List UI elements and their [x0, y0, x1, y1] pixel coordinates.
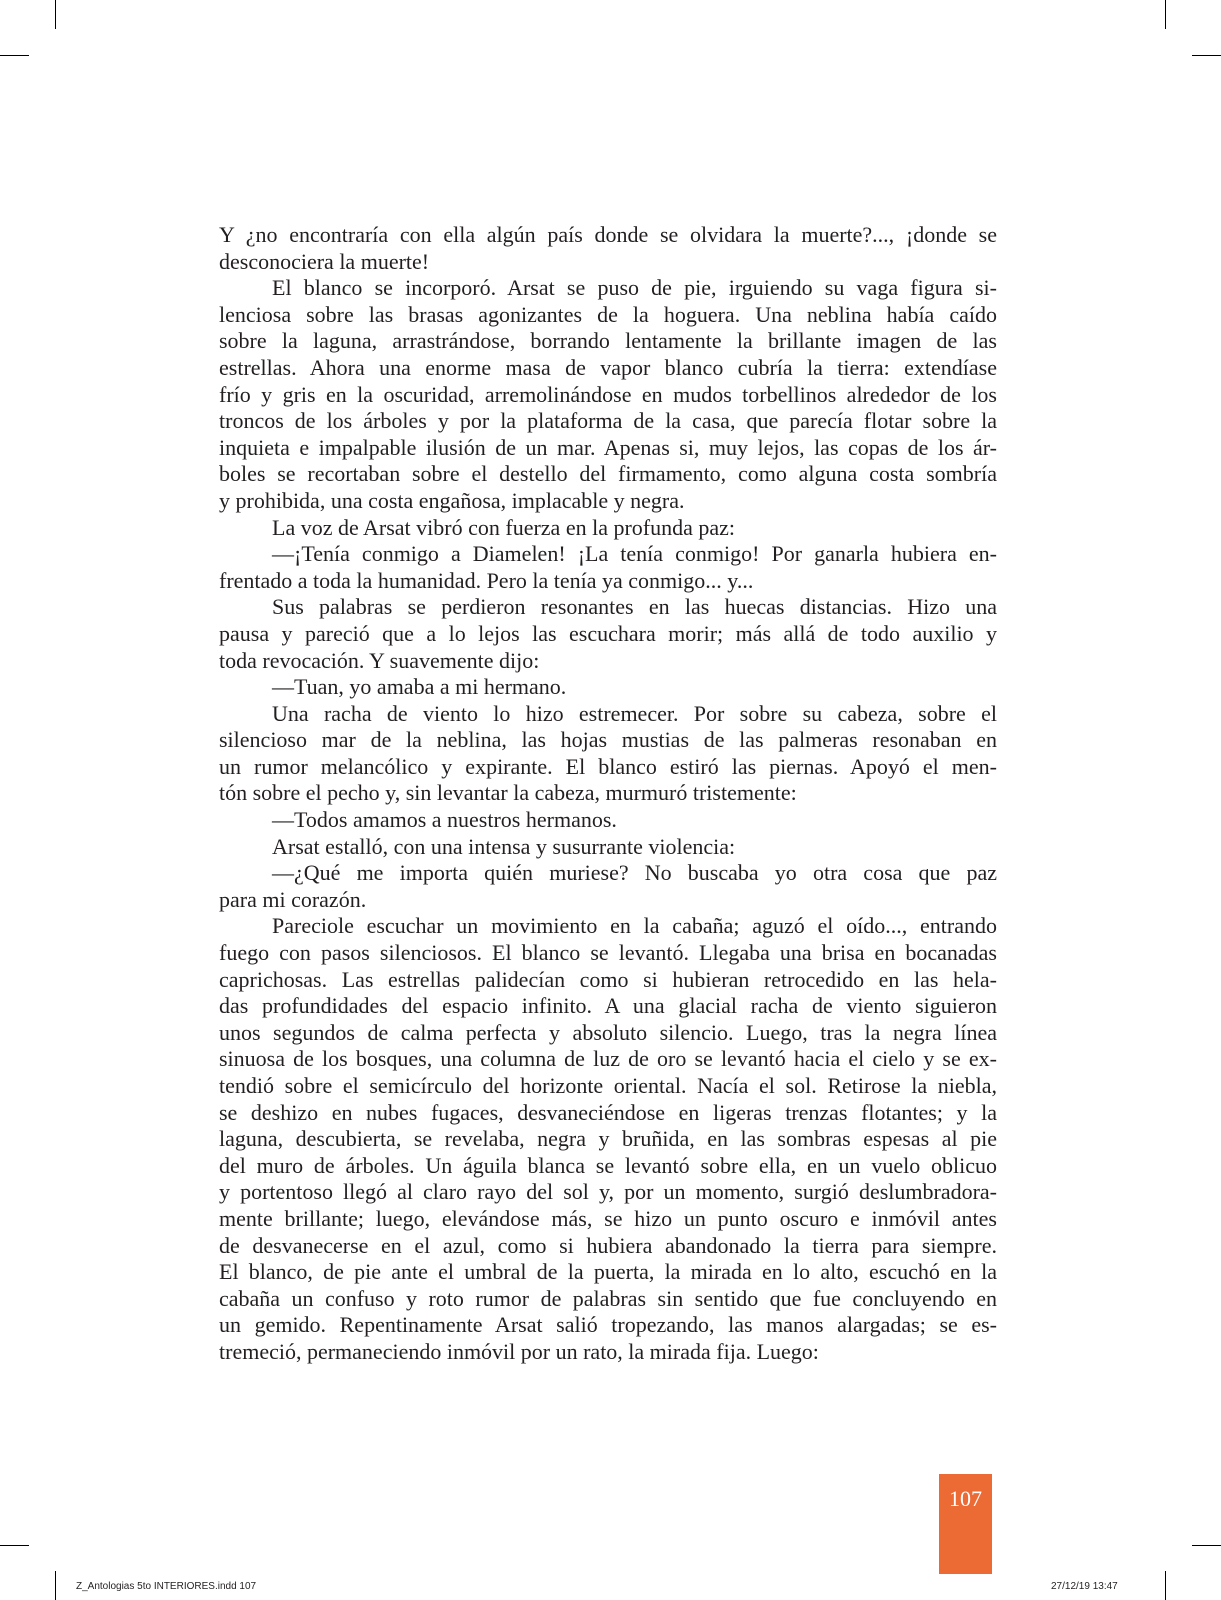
text-line: pausa y pareció que a lo lejos las escuchara morir; más allá de todo auxilio y	[219, 620, 997, 646]
text-line: se deshizo en nubes fugaces, desvaneciéndose en ligeras trenzas flotantes; y la	[219, 1099, 997, 1125]
text-line: un rumor melancólico y expirante. El blanco estiró las piernas. Apoyó el men-	[219, 753, 997, 779]
text-line: El blanco, de pie ante el umbral de la puerta, la mirada en lo alto, escuchó en la	[219, 1259, 997, 1285]
text-line: estrellas. Ahora una enorme masa de vapor blanco cubría la tierra: extendíase	[219, 354, 997, 380]
text-line: —Todos amamos a nuestros hermanos.	[272, 807, 617, 833]
crop-mark-bottom-left-horizontal	[0, 1545, 29, 1546]
text-line: —¡Tenía conmigo a Diamelen! ¡La tenía conmigo! Por ganarla hubiera en-	[272, 541, 997, 567]
text-line: caprichosas. Las estrellas palidecían como si hubieran retrocedido en las hela-	[219, 966, 997, 992]
text-line: La voz de Arsat vibró con fuerza en la profunda paz:	[272, 514, 736, 540]
crop-mark-top-left	[55, 0, 56, 29]
crop-mark-top-right	[1165, 0, 1166, 29]
text-line: desconociera la muerte!	[219, 248, 430, 274]
body-text	[219, 222, 997, 1366]
text-line: tendió sobre el semicírculo del horizonte oriental. Nacía el sol. Retirose la niebla,	[219, 1073, 997, 1098]
text-line: cabaña un confuso y roto rumor de palabras sin sentido que fue concluyendo en	[219, 1285, 997, 1311]
text-line: El blanco se incorporó. Arsat se puso de pie, irguiendo su vaga figura si-	[272, 275, 997, 301]
text-line: —¿Qué me importa quién muriese? No buscaba yo otra cosa que paz	[272, 860, 997, 886]
slug-filename: Z_Antologias 5to INTERIORES.indd 107	[76, 1581, 257, 1592]
page-number-tab	[939, 1474, 992, 1574]
text-line: boles se recortaban sobre el destello del firmamento, como alguna costa sombría	[219, 461, 997, 487]
text-line: y prohibida, una costa engañosa, implacable y negra.	[219, 487, 685, 513]
slug-date: 27/12/19 13:47	[1051, 1581, 1118, 1592]
text-line: toda revocación. Y suavemente dijo:	[219, 647, 540, 673]
text-line: sinuosa de los bosques, una columna de luz de oro se levantó hacia el cielo y se ex-	[219, 1046, 997, 1072]
text-line: de desvanecerse en el azul, como si hubiera abandonado la tierra para siempre.	[219, 1232, 997, 1258]
crop-mark-top-left-horizontal	[0, 55, 29, 56]
text-line: tremeció, permaneciendo inmóvil por un rato, la mirada fija. Luego:	[219, 1338, 819, 1364]
text-line: troncos de los árboles y por la plataforma de la casa, que parecía flotar sobre la	[219, 408, 997, 434]
crop-mark-bottom-left	[55, 1571, 56, 1600]
text-line: frío y gris en la oscuridad, arremolinándose en mudos torbellinos alrededor de los	[219, 381, 997, 407]
text-line: silencioso mar de la neblina, las hojas mustias de las palmeras resonaban en	[219, 727, 997, 753]
text-line: Una racha de viento lo hizo estremecer. Por sobre su cabeza, sobre el	[272, 700, 997, 726]
text-line: tón sobre el pecho y, sin levantar la cabeza, murmuró tristemente:	[219, 780, 797, 806]
text-line: frentado a toda la humanidad. Pero la tenía ya conmigo... y...	[219, 567, 754, 593]
text-line: mente brillante; luego, elevándose más, se hizo un punto oscuro e inmóvil antes	[219, 1205, 997, 1231]
text-line: y portentoso llegó al claro rayo del sol y, por un momento, surgió deslumbradora-	[219, 1179, 997, 1205]
text-line: lenciosa sobre las brasas agonizantes de la hoguera. Una neblina había caído	[219, 301, 997, 327]
text-line: sobre la laguna, arrastrándose, borrando lentamente la brillante imagen de las	[219, 328, 997, 354]
text-line: Arsat estalló, con una intensa y susurrante violencia:	[272, 833, 736, 859]
text-line: Pareciole escuchar un movimiento en la cabaña; aguzó el oído..., entrando	[272, 913, 997, 939]
text-line: para mi corazón.	[219, 886, 367, 912]
text-line: inquieta e impalpable ilusión de un mar. Apenas si, muy lejos, las copas de los ár-	[219, 434, 997, 460]
text-line: unos segundos de calma perfecta y absoluto silencio. Luego, tras la negra línea	[219, 1019, 997, 1045]
crop-mark-top-right-horizontal	[1192, 55, 1221, 56]
text-line: Y ¿no encontraría con ella algún país donde se olvidara la muerte?..., ¡donde se	[219, 222, 997, 247]
text-line: del muro de árboles. Un águila blanca se levantó sobre ella, en un vuelo oblicuo	[219, 1152, 997, 1178]
text-line: Sus palabras se perdieron resonantes en las huecas distancias. Hizo una	[272, 594, 997, 620]
crop-mark-bottom-right	[1165, 1571, 1166, 1600]
crop-mark-bottom-right-horizontal	[1192, 1545, 1221, 1546]
page-number: 107	[949, 1486, 982, 1511]
text-line: un gemido. Repentinamente Arsat salió tropezando, las manos alargadas; se es-	[219, 1312, 997, 1338]
text-line: fuego con pasos silenciosos. El blanco se levantó. Llegaba una brisa en bocanadas	[219, 940, 997, 966]
text-line: das profundidades del espacio infinito. A una glacial racha de viento siguieron	[219, 993, 997, 1019]
text-line: laguna, descubierta, se revelaba, negra y bruñida, en las sombras espesas al pie	[219, 1126, 997, 1152]
text-line: —Tuan, yo amaba a mi hermano.	[272, 674, 567, 700]
